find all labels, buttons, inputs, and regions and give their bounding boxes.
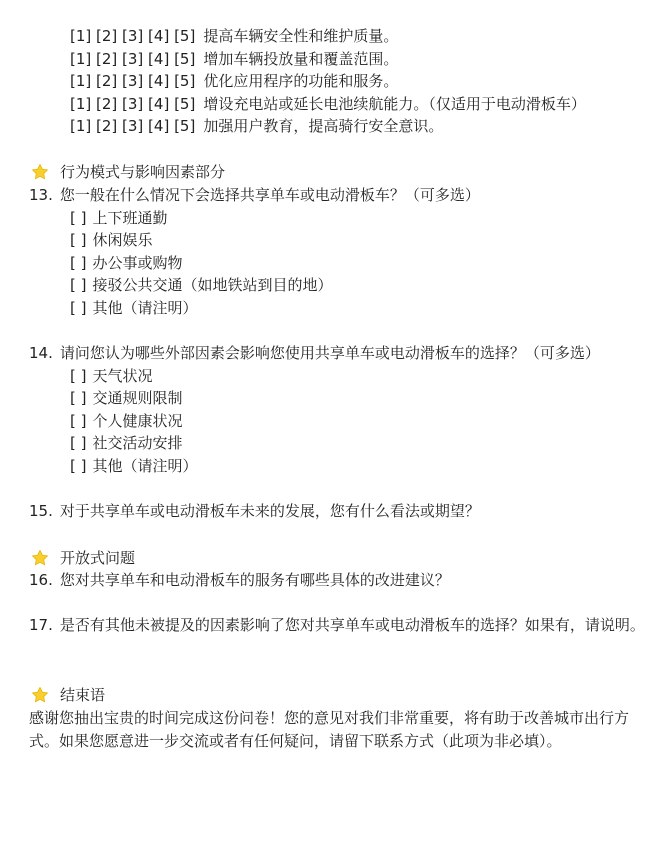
checkbox[interactable]: [ ] — [70, 389, 87, 407]
checkbox-option[interactable] — [0, 455, 667, 478]
rating-item-text: 优化应用程序的功能和服务。 — [203, 72, 399, 90]
rating-scale[interactable]: [1] [2] [3] [4] [5] — [70, 94, 196, 113]
question-16 — [0, 569, 667, 592]
rating-item-text: 提高车辆安全性和维护质量。 — [203, 27, 399, 45]
question-text: 17. 是否有其他未被提及的因素影响了您对共享单车或电动滑板车的选择？如果有，请说明。 — [29, 616, 645, 634]
section-title: 行为模式与影响因素部分 — [60, 163, 226, 181]
checkbox[interactable]: [ ] — [70, 276, 87, 294]
rating-item — [0, 48, 667, 71]
checkbox-option[interactable] — [0, 297, 667, 320]
checkbox-option[interactable] — [0, 274, 667, 297]
rating-list — [0, 25, 667, 138]
checkbox-option[interactable] — [0, 410, 667, 433]
star-icon — [31, 549, 49, 567]
checkbox-option[interactable] — [0, 252, 667, 275]
rating-scale[interactable]: [1] [2] [3] [4] [5] — [70, 49, 196, 68]
question-text: 16. 您对共享单车和电动滑板车的服务有哪些具体的改进建议？ — [29, 571, 450, 589]
rating-item — [0, 93, 667, 116]
option-label: 其他（请注明） — [92, 298, 198, 317]
question-number: 17. — [29, 616, 53, 634]
rating-item — [0, 115, 667, 138]
option-label: 上下班通勤 — [92, 208, 168, 227]
checkbox[interactable]: [ ] — [70, 208, 87, 227]
checkbox-option[interactable] — [0, 365, 667, 388]
rating-item — [0, 70, 667, 93]
rating-item — [0, 25, 667, 48]
question-number: 16. — [29, 571, 53, 589]
question-number: 15. — [29, 502, 53, 520]
question-14 — [0, 342, 667, 477]
checkbox-option[interactable] — [0, 432, 667, 455]
checkbox[interactable]: [ ] — [70, 298, 87, 317]
checkbox[interactable]: [ ] — [70, 411, 87, 430]
option-label: 社交活动安排 — [92, 434, 183, 452]
checkbox[interactable]: [ ] — [70, 456, 87, 475]
closing-text: 感谢您抽出宝贵的时间完成这份问卷！您的意见对我们非常重要，将有助于改善城市出行方式。如果您愿意进一步交流或者有任何疑问，请留下联系方式（此项为非必填）。 — [29, 709, 630, 750]
checkbox[interactable]: [ ] — [70, 253, 87, 272]
rating-item-text: 增设充电站或延长电池续航能力。（仅适用于电动滑板车） — [203, 94, 586, 113]
question-13 — [0, 184, 667, 319]
question-text: 14. 请问您认为哪些外部因素会影响您使用共享单车或电动滑板车的选择？（可多选） — [29, 344, 600, 362]
closing-paragraph — [0, 707, 667, 752]
section-title: 结束语 — [60, 686, 106, 704]
question-15 — [0, 500, 667, 523]
option-label: 天气状况 — [92, 366, 153, 385]
option-label: 办公事或购物 — [92, 253, 183, 272]
checkbox[interactable]: [ ] — [70, 366, 87, 385]
rating-item-text: 加强用户教育，提高骑行安全意识。 — [203, 117, 444, 135]
option-label: 休闲娱乐 — [92, 231, 153, 249]
option-label: 交通规则限制 — [92, 389, 183, 407]
checkbox[interactable]: [ ] — [70, 231, 87, 249]
option-label: 接驳公共交通（如地铁站到目的地） — [92, 276, 333, 294]
checkbox-option[interactable] — [0, 207, 667, 230]
section-heading-open — [0, 547, 667, 570]
section-title: 开放式问题 — [60, 549, 136, 567]
option-label: 个人健康状况 — [92, 411, 183, 430]
question-17 — [0, 614, 667, 637]
question-number: 14. — [29, 344, 53, 362]
star-icon — [31, 686, 49, 704]
rating-scale[interactable]: [1] [2] [3] [4] [5] — [70, 27, 196, 45]
star-icon — [31, 163, 49, 181]
rating-scale[interactable]: [1] [2] [3] [4] [5] — [70, 72, 196, 90]
section-heading-closing — [0, 684, 667, 707]
rating-scale[interactable]: [1] [2] [3] [4] [5] — [70, 117, 196, 135]
rating-item-text: 增加车辆投放量和覆盖范围。 — [203, 49, 399, 68]
checkbox-option[interactable] — [0, 387, 667, 410]
section-heading-behavior — [0, 161, 667, 184]
question-text: 15. 对于共享单车或电动滑板车未来的发展，您有什么看法或期望？ — [29, 502, 480, 520]
question-number: 13. — [29, 186, 53, 204]
question-text: 13. 您一般在什么情况下会选择共享单车或电动滑板车？（可多选） — [29, 186, 480, 204]
checkbox[interactable]: [ ] — [70, 434, 87, 452]
checkbox-option[interactable] — [0, 229, 667, 252]
option-label: 其他（请注明） — [92, 456, 198, 475]
